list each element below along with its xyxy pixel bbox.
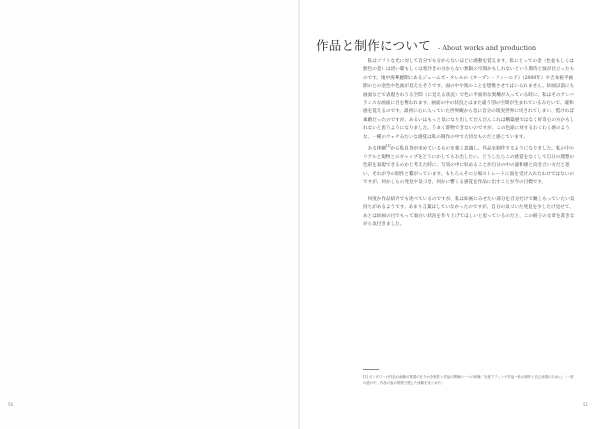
right-page-number: 51 [583,402,589,407]
page-title [316,35,586,54]
footnote: [1] ポンタワーの作品の画像の質感の在りかを制作と作品の関係の一つの体験「光者アティング作品ー私の制作と自己表現のために」（一部の絵の中、作品の表の質感で感じた体験をまとめた） [363,375,574,385]
paragraph-2 [363,142,575,188]
paragraph-2-start: ある体験 [367,146,386,152]
title-japanese: 作品と制作について [316,38,431,53]
paragraph-1: 私はソフトな光に対して自分でも分からないほどに感動を覚えます。私にとっての金（色並もしくは無色の金）は淡い暖もしくは寒冷きの分からない無限の空間かもしれないという期待と緑が目立ったものです。地中海華麗期にあるジェームズ・タレルの《オープン・フィールド》（2000年）や吉本裕平画期のとの金色や色面が見えたそうです。面の中や奥のことを想像させてはいられません。絵画以前にも画面などで表現されうる空間（に見える状況）で色に平面的な奥構が入っている時に、私はそのアンバランスな画面に目を奪われます。画面の中の状況とはまた違う別の空間が生まれているみたいで、違和感を覚えるのです。最初に心に入っていた世界観から急に自分の現実世界に戻されてしまい、慌ければ素敵だったのですが、あるいはもっと気になり出してだんだんこれは構築感ではなく好奇心の方かもしれないと思うようになりました。うまく即物できないのですが、この色面に対するわくわく感のような、一種のウェチみたいな感覚は私の制作の中で大切なものだと感じています。 [363,59,575,140]
footnote-divider [363,369,379,370]
paragraph-2-rest: から私自身が求めているものを強く意識し、作品を制作するようになりました。私の中のリアルと現物とのギャップをどうにかしてもお出したい。どうしたらこの感覚をなくして自分の理想の色彩を表現できるのかと考えた時に、写真の中に収めることが自分の中の違和感と向き合い方だと思い、それが今の制作と繋がっています。もちろんその立場ストレートに面を受け入れたわけではないのですが、何かしらの発見や気づき、何かに響くる感覚を作品に出すことが今の目標です。 [363,146,575,186]
left-page-number: 50 [8,402,14,407]
title-english: - About works and production [438,44,537,52]
body-text [363,58,575,230]
paragraph-3: 何度か作品紹介でも述べているのですが、私は絵画にみせたい部分を自分だけで観しもっていたい気持ちがあるようです。あまり言葉はしていなかったのですが、自分の気づいた発見を少したけ見せて、あとは絵画の目でもって面白い状況を作り上げてほしいと思っているのだと、この冊子の文章を書きながら気付きました。 [363,197,575,228]
footnote-reference: [1] [385,144,391,149]
